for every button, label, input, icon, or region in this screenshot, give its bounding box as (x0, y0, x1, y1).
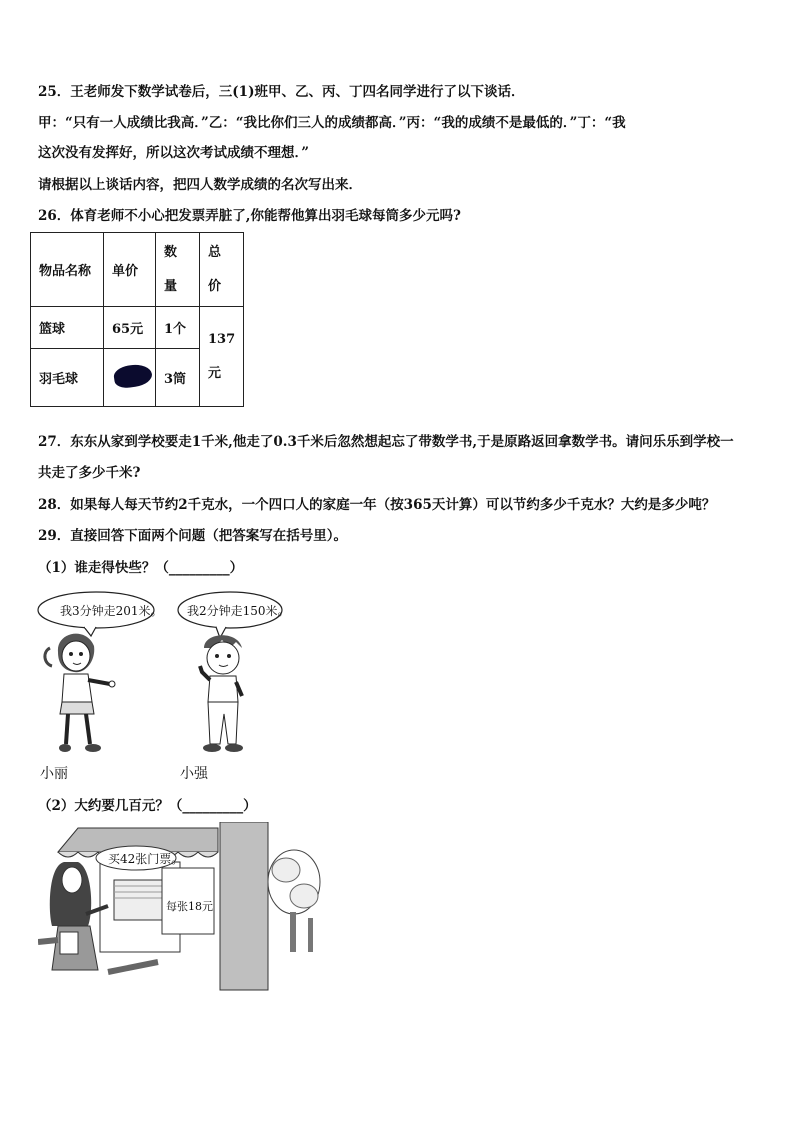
cell-total: 137 元 (200, 307, 244, 407)
header-total: 总 价 (200, 233, 244, 307)
cell-shuttlecock-qty: 3筒 (156, 349, 200, 407)
q25-line4: 请根据以上谈话内容，把四人数学成绩的名次写出来． (38, 177, 362, 193)
q27-line1: 27．东东从家到学校要走1千米,他走了0.3千米后忽然想起忘了带数学书,于是原路返回拿数学书。请问乐乐到学校一 (38, 434, 734, 450)
girl-speech-bubble: 我3分钟走201米。 (60, 604, 163, 618)
ticket-speech-bubble: 买42张门票。 (108, 852, 184, 866)
price-sign: 每张18元 (166, 900, 213, 913)
header-item-name: 物品名称 (31, 233, 104, 307)
q25-line3: 这次没有发挥好，所以这次考试成绩不理想．” (38, 145, 310, 161)
q26-text: 26．体育老师不小心把发票弄脏了,你能帮他算出羽毛球每筒多少元吗? (38, 208, 461, 224)
boy-name-label: 小强 (180, 766, 208, 782)
cell-shuttlecock-name: 羽毛球 (31, 349, 104, 407)
cell-basketball-name: 篮球 (31, 307, 104, 349)
q29-sub2: （2）大约要几百元？（_________） (38, 798, 257, 814)
q25-line2: 甲：“只有一人成绩比我高．”乙：“我比你们三人的成绩都高．”丙：“我的成绩不是最低的．”丁：“我 (38, 115, 626, 131)
invoice-table (30, 232, 244, 407)
cell-basketball-price: 65元 (104, 307, 156, 349)
q28-text: 28．如果每人每天节约2千克水，一个四口人的家庭一年（按365天计算）可以节约多少千克水？大约是多少吨？ (38, 497, 716, 513)
cell-basketball-qty: 1个 (156, 307, 200, 349)
boy-speech-bubble: 我2分钟走150米。 (187, 604, 290, 618)
header-unit-price: 单价 (104, 233, 156, 307)
ink-smudge-icon (113, 362, 154, 389)
header-quantity: 数 量 (156, 233, 200, 307)
cell-shuttlecock-price-smudge (104, 349, 156, 407)
girl-name-label: 小丽 (40, 766, 68, 782)
q25-line1: 25．王老师发下数学试卷后，三(1)班甲、乙、丙、丁四名同学进行了以下谈话． (38, 84, 525, 100)
q29-sub1: （1）谁走得快些？（_________） (38, 560, 244, 576)
q29-text: 29．直接回答下面两个问题（把答案写在括号里）。 (38, 528, 348, 544)
q27-line2: 共走了多少千米? (38, 465, 141, 481)
